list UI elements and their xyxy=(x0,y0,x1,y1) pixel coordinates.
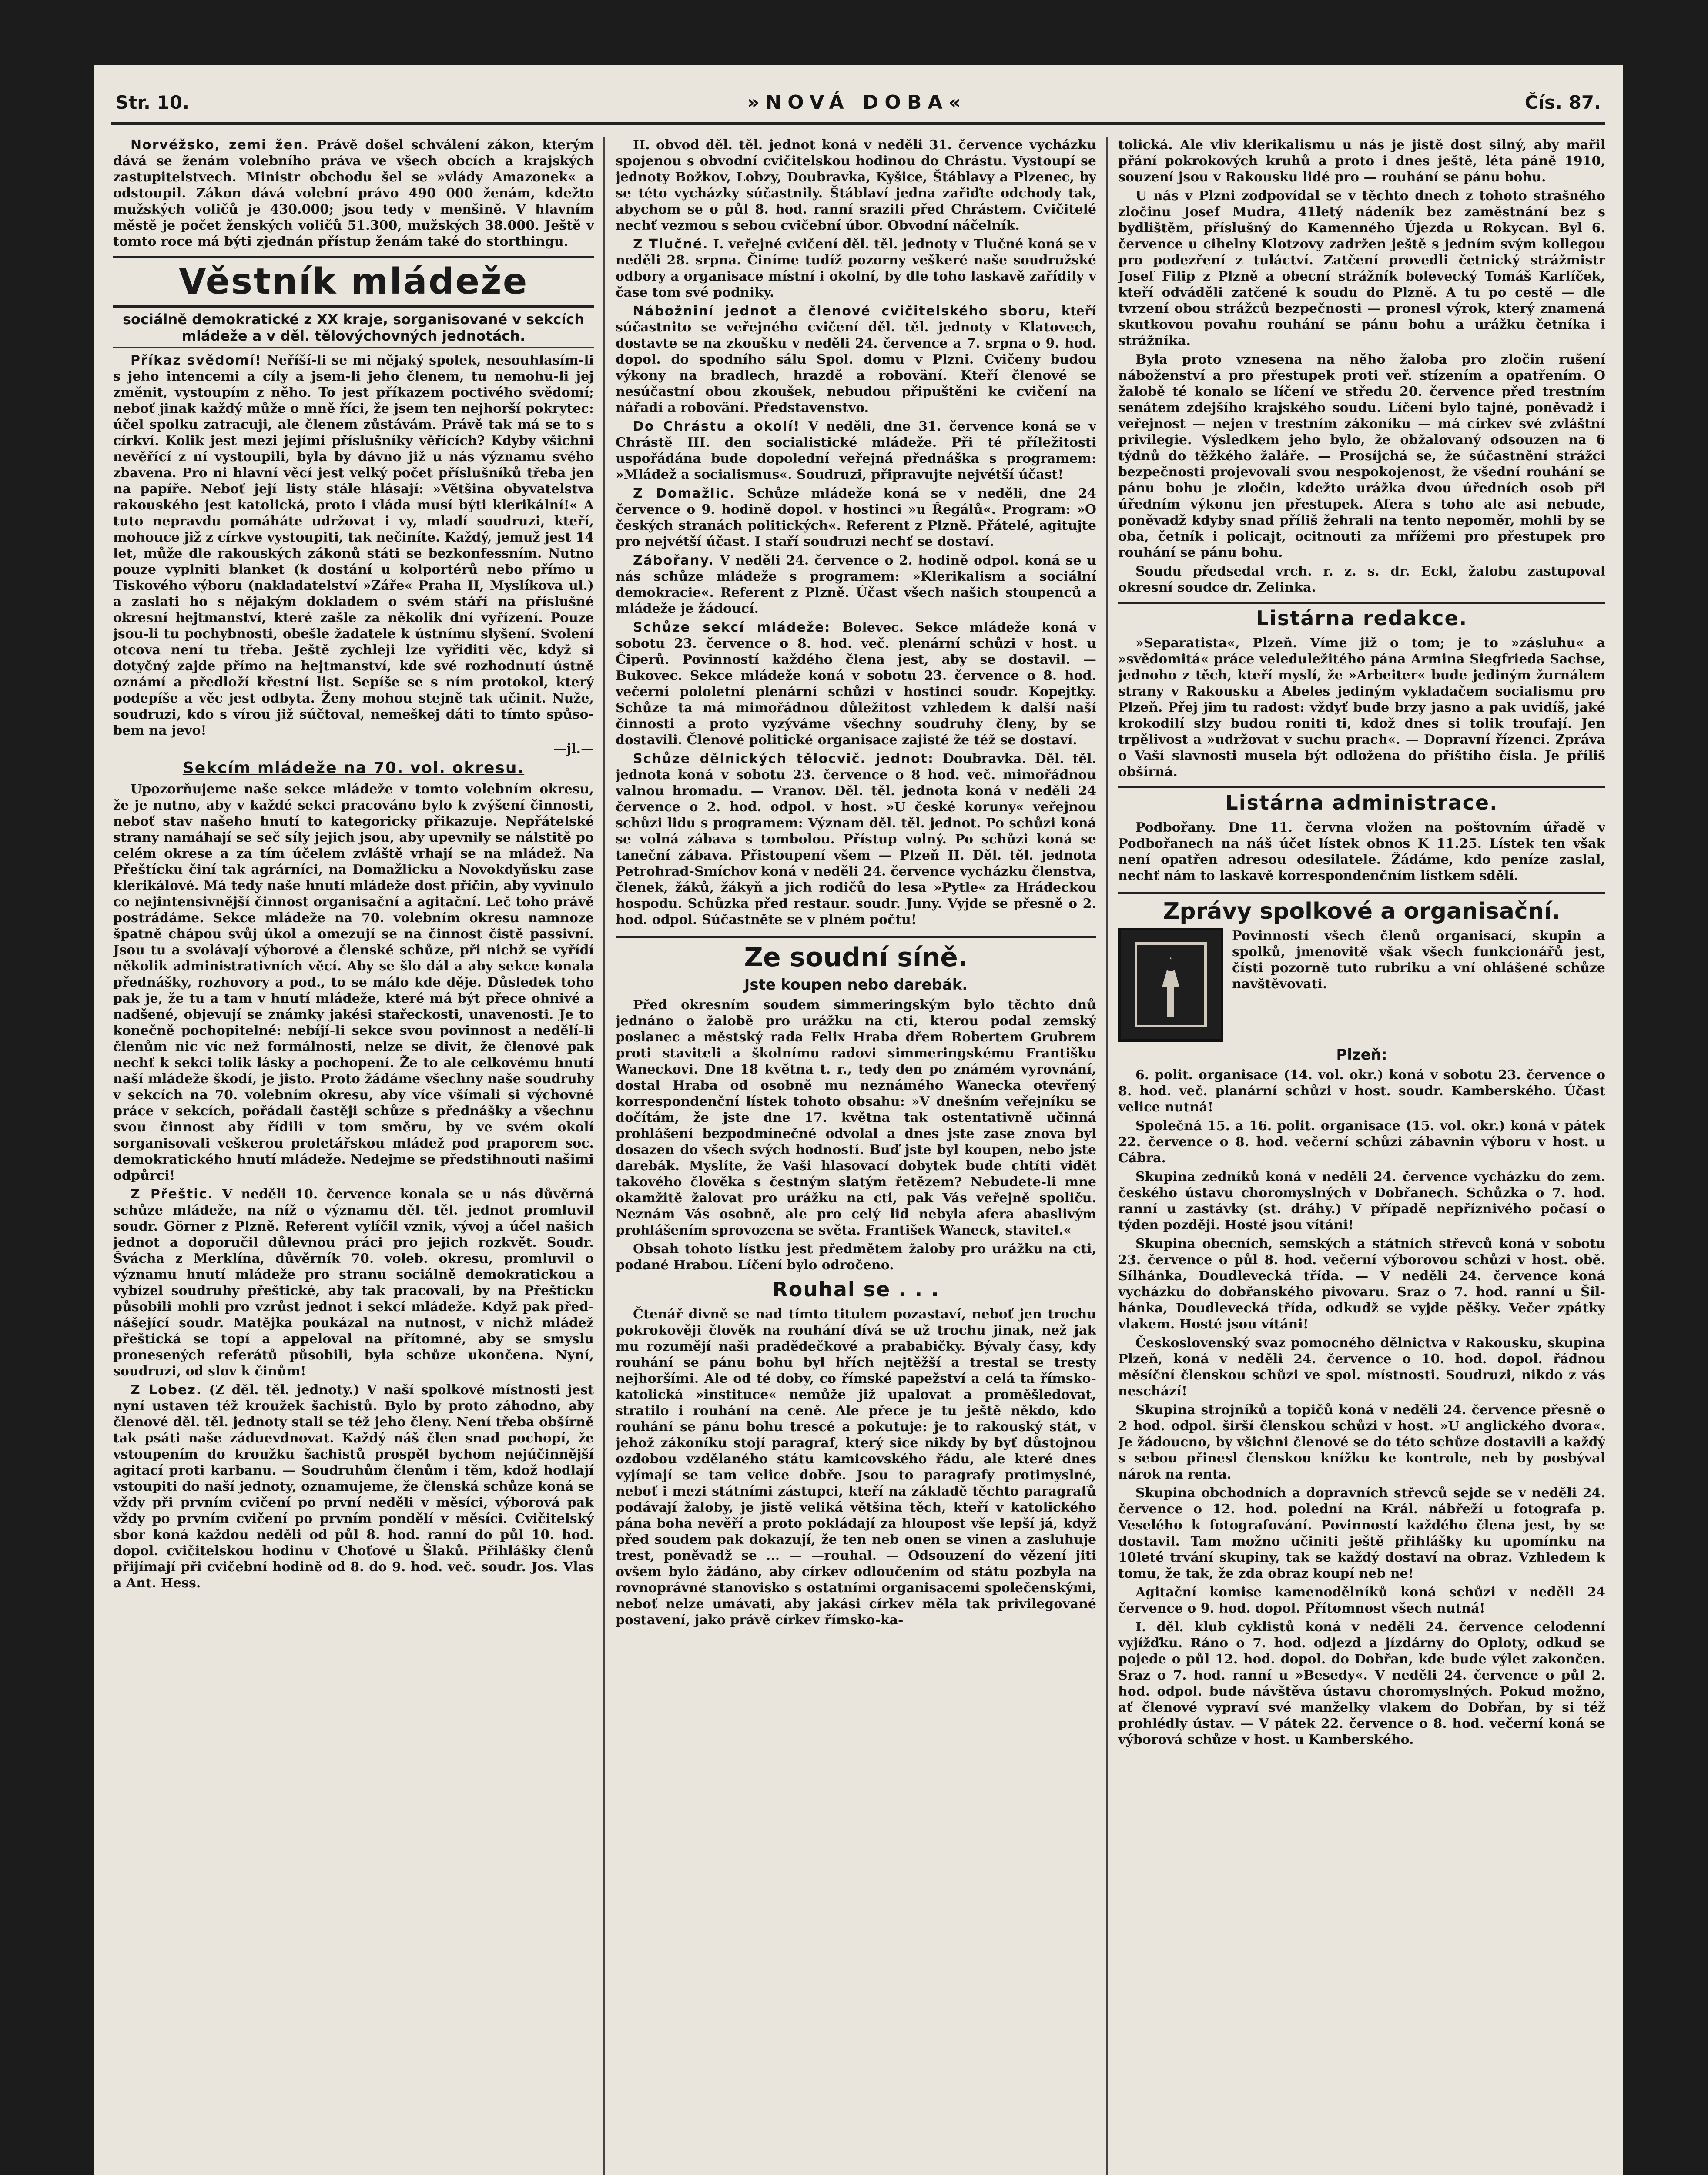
subheading-plzen: Plzeň: xyxy=(1336,1046,1387,1064)
article-prestice xyxy=(113,1186,594,1379)
article-lead: Z Lobez. xyxy=(131,1382,202,1398)
torch-icon xyxy=(1132,939,1210,1031)
notice-municipal-workers: Skupina obecních, semských a státních střevců koná v sobotu 23. července o půl 8. hod. večerní výborovou schůzi v host. obě. Sílhánka, Doudlevecká třída. — V neděli 24. července koná vycházku do dobřanského pivovaru. Sraz o 7. hod. ranní u Šilhánka, Doudlevecká třída, odkudž se vyjde pěšky. Večer zpátky vlakem. Hosté jsou vítáni! xyxy=(1118,1236,1605,1332)
article-trainers xyxy=(616,303,1096,416)
article-sections: Upozorňujeme naše sekce mládeže v tomto volebním okresu, že je nutno, aby v každé sekci pracováno bylo k zvýšení činnosti, neboť stav našeho hnutí to kategoricky přikazuje. Nepřátelské strany namáhají se seč síly jejich jsou, aby upevnily se nálstitě po celém okrese a za tím účelem zvláště vrhají se na mládež. Na Přeštícku činí tak agrárníci, na Domažlicku a Novokdyňsku zase klerikálové. Má tedy naše hnutí mládeže dost příčin, aby vyvinulo co nejintensivnější činnost organisační a agitační. Leč toho právě postrádáme. Sekce mládeže na 70. volebním okresu namnoze špatně chápou svůj úkol a omezují se na činnost čistě passivní. Jsou tu a svolávají výborové a členské schůze, při nichž se vyřídí několik administrativních věcí. Aby se šlo dál a aby sekce konala přednášky, rozhovory a pod., to se málo kde děje. Důsledek toho pak je, že tu a tam v hnutí mládeže, které má být přece ohnivé a nadšené, objevují se známky jakési stařeckosti, unavenosti. Je to konečně pochopitelné: nebíjí-li sekce svou povinnost a nedělí-li členům nic víc než formálnosti, nelze se divit, že členové pak nechť k sekci tolik lásky a pochopení. Že to ale celkovému hnutí naší mládeže škodí, je jisto. Proto žádáme všechny naše soudruhy v sekcích na 70. volebním okresu, aby více všímali si výchovné práce v sekcích, pořádali častěji schůze s přednášky a všechnu svou činnost aby řídili v tom směru, by ve svém okolí sorganisovali veškerou proletářskou mládež pod praporem soc. demokratického hnutí mládeže. Nedejme se předstihnouti našimi odpůrci! xyxy=(113,782,594,1183)
subheading-sections: Sekcím mládeže na 70. vol. okresu. xyxy=(182,759,525,777)
article-court-body: Před okresním soudem simmeringským bylo těchto dnů jednáno o žalobě pro urážku na cti, kterou podal zemský poslanec a městský rada Felix Hraba dřem Robertem Grubrem proti staviteli a školnímu radovi simmeringskému Františku Waneckovi. Dne 18 května t. r., tedy den po známém vyrovnání, dostal Hraba od osobně mu neznámého Wanecka otevřený korrespondenční lístek tohoto obsahu: »V dnešním veřejníku se dočítám, že jste dne 17. května tak ostentativně učinná prohlášení bezpodmínečné odvolal a dnes jste zase znova byl dosazen do všech svých hodností. Buď jste byl koupen, nebo jste darebák. Myslíte, že Vaši hlasovací dobytek bude chtíti vidět takového člověka s čestným slatým řetězem? Nebudete-li mne okamžitě žalovat pro urážku na cti, pak Vás veřejně spoliču. Neznám Vás osobně, ale pro celý lid nebyla afera abaslivým prohlášením sprovozena se světa. František Waneck, stavitel.« xyxy=(616,997,1096,1238)
page-number: Str. 10. xyxy=(115,91,190,113)
article-trial: Byla proto vznesena na něho žaloba pro zločin rušení náboženství a pro přestupek proti veř. stízením a opatřením. O žalobě té konalo se líčení ve středu 20. července před trestním senátem zdejšího krajského soudu. Líčení bylo tajné, poněvadž i veřejnost — nejen v trestním zákoníku — má církev své zvláštní privilegie. Výsledkem jeho bylo, že obžalovaný odsouzen na 6 týdnů do těžkého žaláře. — Prosíjchá se, že súčastnění strážci bezpečnosti projevovali svou nespokojenost, že všední rouhání se pánu bohu je zločin, kdežto urážka dvou úředních osob při úředním výkonu jen přestupek. Afera s toho ale asi nebude, poněvadž kdyby snad příliš žehrali na tento nepoměr, mohli by se oba, četník i policajt, ocitnouti za mřížemi pro přestupek pro rouhání se pánu bohu. xyxy=(1118,352,1605,560)
editorial-mail-body: »Separatista«, Plzeň. Víme již o tom; je to »zásluhu« a »svědomitá« práce veleduležitého pána Armina Siegfrieda Sachse, jednoho z těch, kteří myslí, že »Arbeiter« bude jediným žurnálem strany v Rakousku a Abeles jediným vykladačem socialismu pro Plzeň. Přej jim tu radost: vždyť bude brzy jasno a pak uvidíš, jaké krokodilí slzy budou roniti ti, kdož dnes si tolik troufají. Jen trpělivost a »udržovat v suchu prach«. — Dopravní řízenci. Zpráva o Vaší slavnosti musela být odložena do příštího čísla. Je příliš obšírná. xyxy=(1118,636,1605,780)
article-lead: Z Domažlic. xyxy=(633,486,736,501)
notice-machinists: Skupina strojníků a topičů koná v neděli 24. července přesně o 2 hod. odpol. širší členskou schůzi v host. »U anglického dvora«. Je žádoucno, by všichni členové se do této schůze dostavili a každý s sebou přinesl členskou knížku ke kontrole, neb by posbýval nárok na renta. xyxy=(1118,1402,1605,1482)
article-lead: Z Přeštic. xyxy=(131,1187,214,1202)
notice-auxiliary-union: Československý svaz pomocného dělnictva v Rakousku, skupina Plzeň, koná v neděli 24. července o 10. hod. dopol. řádnou měsíční členskou schůzi ve spol. místnosti. Soudruzi, nikdo z vás neschází! xyxy=(1118,1335,1605,1399)
article-lead: Norvéžsko, zemi žen. xyxy=(131,137,310,153)
column-divider xyxy=(1106,137,1108,2175)
article-title-bought: Jste koupen nebo darebák. xyxy=(744,976,968,994)
article-lead: Do Chrástu a okolí! xyxy=(633,419,800,434)
article-district-2: II. obvod děl. těl. jednot koná v neděli 31. července vycházku spojenou s obvodní cvičitelskou hodinou do Chrástu. Vystoupí se jednoty Božkov, Lobzy, Doubravka, Kyšice, Štáblavy a Plzenec, by se této vycházky súčastnily. Štáblaví jedna zařiďte odchody tak, abychom se o půl 8. hod. ranní srazili před Chrástem. Cvičitelé nechť vezmou s sebou cvičební úbor. Obvodní náčelník. xyxy=(616,137,1096,233)
article-title-blasphemy: Rouhal se . . . xyxy=(772,1278,940,1301)
article-blasphemy-cont: tolická. Ale vliv klerikalismu u nás je jistě dost silný, aby mařil přání pokrokových kruhů a proto i dnes ještě, léta páně 1910, souzení jsou v Rakousku lidé pro — rouhání se pánu bohu. xyxy=(1118,137,1605,185)
article-chrast xyxy=(616,418,1096,483)
article-tlucna xyxy=(616,236,1096,301)
article-norway xyxy=(113,137,594,250)
article-body: Neříší-li se mi nějaký spolek, nesouhlasím-li s jeho intencemi a cíly a jsem-li jeho členem, tu nemohu-li jej změnit, vystoupím z něho. To jest příkazem poctivého svědomí; neboť jinak každý může o mně říci, že jsem ten nejhorší pokrytec: účel spolku zatracuji, ale členem zůstávám. Právě tak má se to s církví. Kolik jest mezi jejími příslušníky věřících? Kdyby všichni nevěřící z ní vystoupili, byla by dávno již u nás významu svého zbavena. Pro ni hlavní věcí jest velký počet příslušníků třeba jen na papíře. Neboť její listy stále hlásají: »Většina obyvatelstva rakouského jest katolická, proto i vláda musí býti klerikální!« A tuto nepravdu pomáháte udržovat i vy, mladí soudruzi, kteří, mohouce již z církve vystoupiti, tak nečiníte. Každý, jemuž jest 14 let, může dle rakouských zákonů státi se bezkonfessním. Nutno pouze vyplniti blanket (k dostání u kolportérů nebo přímo u Tiskového výboru (nakladatelství »Záře« Praha II, Myslíkova ul.) a zaslati ho s nějakým dokladem o svém stáří na příslušné okresní hejtmanství, které zašle za několik dní vyřízení. Pouze jsou-li tu pochybnosti, obešle žadatele k ústnímu slyšení. Svolení otcova není tu třeba. Ještě zychleji lze vyřiditi věc, když si dotyčný zajde přímo na hejtmanství, kde své rozhodnutí ústně oznámí a předloží křestní list. Sepíše se s ním protokol, který podepíše a věc jest odbyta. Ženy mohou stejně tak učinit. Nuže, soudruzi, kdo s vírou již súčtoval, nemeškej dáti to tímto spůsobem na jevo! xyxy=(113,353,594,738)
article-mudra: U nás v Plzni zodpovídal se v těchto dnech z tohoto strašného zločinu Josef Mudra, 41letý nádeník bez zaměstnání bez s bydlištěm, příslušný do Kamenného Újezda u Rokycan. Byl 6. července u cihelny Klotzovy zadržen ještě s jedním svým kollegou pro podezření z tuláctví. Zatčení provedli četnický strážmistr Josef Filip z Plzně a obecní strážník bolevecký Tomáš Karlíček, kteří odváděli zatčené k soudu do Plzně. A tu po cestě — dle tvrzení obou strážců bezpečnosti — pronesl výrok, který znamená skutkovou povahu rouhání se pánu bohu a urážku četníka i strážníka. xyxy=(1118,188,1605,348)
article-youth-meetings xyxy=(616,619,1096,748)
article-body: V neděli 10. července konala se u nás důvěrná schůze mládeže, na níž o významu děl. těl. jednot promluvil soudr. Görner z Plzně. Referent vylíčil vznik, vývoj a účel našich jednot a doporučil důlevnou práci pro jejich rozkvět. Soudr. Švácha z Merklína, důvěrník 70. voleb. okresu, promluvil o významu hnutí mládeže pro stranu sociálně demokratickou a vybízel soudruhy přeštické, aby tak pracovali, by na Přeštícku působili mohli pro vzrůst jednot i sekcí mládeže. Když pak přednášející soudr. Matějka poukázal na nutnost, v nichž mládež přeštická se topí a appeloval na přítomné, aby se smyslu pronesených referátů působili, byla schůze ukončena. Nyní, soudruzi, od slov k činům! xyxy=(113,1187,594,1379)
article-body: kteří súčastnito se veřejného cvičení děl. těl. jednoty v Klatovech, dostavte se na zkoušku v neděli 24. července a 7. srpna o 9. hod. dopol. do spodního sálu Spol. domu v Plzni. Cvičeny budou výkony na bradlech, hrazdě a roboväní. Kteří členové se nesúčastní obou zkoušek, nebudou připuštěni ke cvičení na nářadí a roboväní. Představenstvo. xyxy=(616,304,1096,415)
section-heading-admin-mail: Listárna administrace. xyxy=(1118,786,1605,814)
club-news-intro-text: Povinností všech členů organisací, skupin a spolků, jmenovitě však všech funkcionářů jest, čísti pozorně tuto rubriku a vní ohlášené schůze navštěvovati. xyxy=(1232,928,1605,992)
notice-15-16-polit: Společná 15. a 16. polit. organisace (15. vol. okr.) koná v pátek 22. července o 8. hod. večerní schůzi zábavnin výboru v host. u Cábra. xyxy=(1118,1118,1605,1166)
article-body: I. veřejné cvičení děl. těl. jednoty v Tlučné koná se v neděli 28. srpna. Činíme tudíž pozorny veškeré naše soudružské odbory a organisace místní i okolní, by dle toho laskavě zařídily v čase tom své podniky. xyxy=(616,237,1096,300)
emblem-image xyxy=(1118,928,1223,1042)
section-subtitle: sociálně demokratické z XX kraje, sorganisované v sekcích mládeže a v děl. tělovýchovných jednotách. xyxy=(113,311,594,348)
issue-number: Čís. 87. xyxy=(1524,91,1601,113)
section-heading-editorial-mail: Listárna redakce. xyxy=(1118,602,1605,630)
article-body: Doubravka. Děl. těl. jednota koná v sobotu 23. července o 8 hod. več. mimořádnou valnou hromadu. — Vranov. Děl. těl. jednota koná v neděli 24 července o 2. hod. odpol. v host. »U české koruny« veřejnou schůzi lidu s programem: Význam děl. těl. jednot. Po schůzi koná se volná zábava s tombolou. Přístup volný. Po schůzi koná se taneční zábava. Přistoupení všem — Plzeň II. Děl. těl. jednota Petrohrad-Smíchov koná v neděli 24. července vycházku členstva, členek, žáků, žákyň a jich rodičů do lesa »Pytle« za Hrádeckou hospodu. Schůzka před restaur. soudr. Juny. Vyjde se přesně o 2. hod. odpol. Súčastněte se v plném počtu! xyxy=(616,751,1096,927)
article-lead: Příkaz svědomí! xyxy=(131,353,262,368)
newspaper-page xyxy=(94,65,1623,2175)
article-zaborany xyxy=(616,552,1096,617)
article-gym-meetings xyxy=(616,751,1096,928)
column-divider xyxy=(603,137,605,2175)
section-banner-youth: Věstník mládeže xyxy=(113,256,594,308)
article-body: Právě došel schválení zákon, kterým dává se ženám volebního práva ve všech obcích a krajských zastupitelstvech. Ministr obchodu šel se »vlády Amazonek« a odstoupil. Zákon dává volební právo 490 000 ženám, kdežto mužských voličů je 430.000; jsou tedy v menšině. V hlavním městě je počet ženských voličů 51.300, mužských 38.000. Ještě v tomto roce má býti zjednán přístup ženám také do storthingu. xyxy=(113,137,594,249)
article-body: Bolevec. Sekce mládeže koná v sobotu 23. července o 8. hod. več. plenární schůzi v host. u Čiperů. Povinností každého člena jest, aby se dostavil. — Bukovec. Sekce mládeže koná v sobotu 23. července o 8. hod. večerní pololetní plenární schůzi v hostinci soudr. Kopejtky. Schůze ta má mimořádnou důležitost vzhledem k další naší činnosti a proto vyzýváme všechny soudruhy členy, by se dostavili. Členové politické organisace zajisté že též se dostaví. xyxy=(616,620,1096,748)
article-court-chair: Soudu předsedal vrch. r. z. s. dr. Eckl, žalobu zastupoval okresní soudce dr. Zelinka. xyxy=(1118,564,1605,595)
section-heading-court: Ze soudní síně. xyxy=(616,936,1096,973)
section-heading-club-news: Zprávy spolkové a organisační. xyxy=(1118,892,1605,924)
article-lead: Schůze dělnických tělocvič. jednot: xyxy=(633,751,934,766)
article-body: (Z děl. těl. jednoty.) V naší spolkové místnosti jest nyní ustaven též kroužek šachistů. Bylo by proto záhodno, aby členové děl. těl. jednoty stali se též jeho členy. Není třeba obšírně tak psáti naše záduevdnovat. Každý náš člen snad pochopí, že vstoupením do kroužku šachistů prospěl bychom nejúčinnější agitací proti karbanu. — Soudruhům členům i těm, kdož hodlají vstoupiti do naší jednoty, oznamujeme, že členská schůze koná se vždy při prvním cvičení po první neděli v měsíci, výborová pak vždy po prvním cvičení po prvním pondělí v měsíci. Cvičitelský sbor koná každou neděli od půl 8. hod. ranní do půl 10. hod. dopol. cvičitelskou hodinu v Choťové u Šlaků. Přihlášky členů přijímají při cvičební hodině od 8. do 9. hod. več. soudr. Jos. Vlas a Ant. Hess. xyxy=(113,1382,594,1591)
notice-commercial-workers: Skupina obchodních a dopravních střevců sejde se v neděli 24. července o 12. hod. polední na Král. nábřeží u fotografa p. Veselého k fotografování. Povinností každého člena jest, by se dostavil. Tam možno učiniti ještě přihlášky ku upomínku na 10leté trvání skupiny, tak se každý dostaví na obraz. Vzhledem k tomu, že tak, že zda obraz koupí neb ne! xyxy=(1118,1486,1605,1581)
column-1 xyxy=(113,137,594,2175)
column-2 xyxy=(616,137,1096,2175)
article-body: Schůze mládeže koná se v neděli, dne 24 července o 9. hodině dopol. v hostinci »u Řegálů«. Program: »O českých stranách politických«. Referent z Plzně. Přátelé, agitujte pro nejvétší účast. I staří soudruzi nechť se dostaví. xyxy=(616,486,1096,549)
admin-mail-body: Podbořany. Dne 11. června vložen na poštovním úřadě v Podbořanech na náš účet lístek obnos K 11.25. Lístek ten však není opatřen adresou odesilatele. Žádáme, kdo peníze zaslal, nechť nám to laskavě korrespondenčním lístkem sdělí. xyxy=(1118,820,1605,883)
column-3 xyxy=(1118,137,1605,2175)
article-court-end: Obsah tohoto lístku jest předmětem žaloby pro urážku na cti, podané Hrabou. Líčení bylo odročeno. xyxy=(616,1241,1096,1273)
article-lead: Z Tlučné. xyxy=(633,237,709,252)
notice-stonemasons: Agitační komise kamenodělníků koná schůzi v neděli 24 července o 9. hod. dopol. Přítomnost všech nutná! xyxy=(1118,1585,1605,1616)
article-domazlice xyxy=(616,485,1096,550)
article-lead: Zábořany. xyxy=(633,553,714,568)
article-lobzy xyxy=(113,1382,594,1591)
notice-cyclists: I. děl. klub cyklistů koná v neděli 24. července celodenní vyjížďku. Ráno o 7. hod. odjezd a jízdárny do Oploty, odkud se pojede o půl 12. hod. dopol. do Dobřan, kde bude výlet zakončen. Sraz o 7. hod. ranní u »Besedy«. V neděli 24. července o půl 2. hod. odpol. bude návštěva ústavu choromyslných. Pokud možno, ať členové vypraví své manželky vlakem do Dobřan, by si též prohlédly ústav. — V pátek 22. července o 8. hod. večerní koná se výborová schůze v host. u Kamberského. xyxy=(1118,1620,1605,1747)
article-body: V neděli 24. července o 2. hodině odpol. koná se u nás schůze mládeže s programem: »Klerikalism a sociální demokracie«. Referent z Plzně. Účast všech našich stoupenců a mládeže je žádoucí. xyxy=(616,553,1096,616)
page-header xyxy=(115,89,1601,115)
notice-masons: Skupina zedníků koná v neděli 24. července vycházku do zem. českého ústavu choromyslných v Dobřanech. Schůzka o 7. hod. ranní u zastávky (st. dráhy.) V případě nepříznivého počasí o týden později. Hosté jsou vítáni! xyxy=(1118,1169,1605,1233)
article-signature: —jl.— xyxy=(553,741,594,756)
article-body: V neděli, dne 31. července koná se v Chrástě III. den socialistické mládeže. Při té příležitosti uspořádána bude dopolední veřejná přednáška s programem: »Mládež a socialismus«. Soudruzi, připravujte nejvétší účast! xyxy=(616,419,1096,482)
header-rule xyxy=(111,122,1605,125)
masthead: »NOVÁ DOBA« xyxy=(747,91,967,114)
article-blasphemy-body: Čtenář divně se nad tímto titulem pozastaví, neboť jen trochu pokrokověji člověk na rouhání dívá se už trochu jinak, než jak mu rozumějí naši pradědečkové a prababičky. Bývaly časy, kdy rouhání se pánu bohu byl hřích nejtěžší a trestal se tresty nejhoršími. Ale od té doby, co římské papežství a celá ta římsko-katolická »instituce« nemůže již upalovat a proměšledovat, stratilo i rouhání na ceně. Ale přece je tu ještě někdo, kdo rouhání se pánu bohu trescé a pokutuje: je to rakouský stát, v jehož zákoníku stojí paragraf, který sice nikdy by byť důstojnou ozdobou vzdělaného státu kamicovského řádu, ale které dnes vyjímají se tam velice dobře. Jsou to paragrafy protimyslné, neboť i mezi státními zástupci, kteří na základě těchto paragrafů podávají žaloby, je jistě veliká většina těch, kteří v katolického pána boha nevěří a proto pokládají za hloupost vše lepší já, když před soudem pak dokazují, že ten neb onen se vinen a zasluhuje trest, poněvadž se ... — —rouhal. — Odsouzení do vězení jiti ovšem bylo žádáno, aby církev odloučením od státu pozbyla na rovnoprávné stanovisko s ostatními organisacemi společenskými, neboť nelze umávati, aby jakási církev měla tak privilegované postavení, jako právě církev římsko-ka- xyxy=(616,1307,1096,1628)
article-lead: Schůze sekcí mládeže: xyxy=(633,620,831,635)
notice-6-polit: 6. polit. organisace (14. vol. okr.) koná v sobotu 23. července o 8. hod. več. planární schůzi v host. soudr. Kamberského. Účast velice nutná! xyxy=(1118,1067,1605,1115)
article-lead: Nábožniní jednot a členové cvičitelského sboru, xyxy=(633,304,1052,319)
article-conscience xyxy=(113,352,594,739)
club-news-intro xyxy=(1118,928,1605,1042)
